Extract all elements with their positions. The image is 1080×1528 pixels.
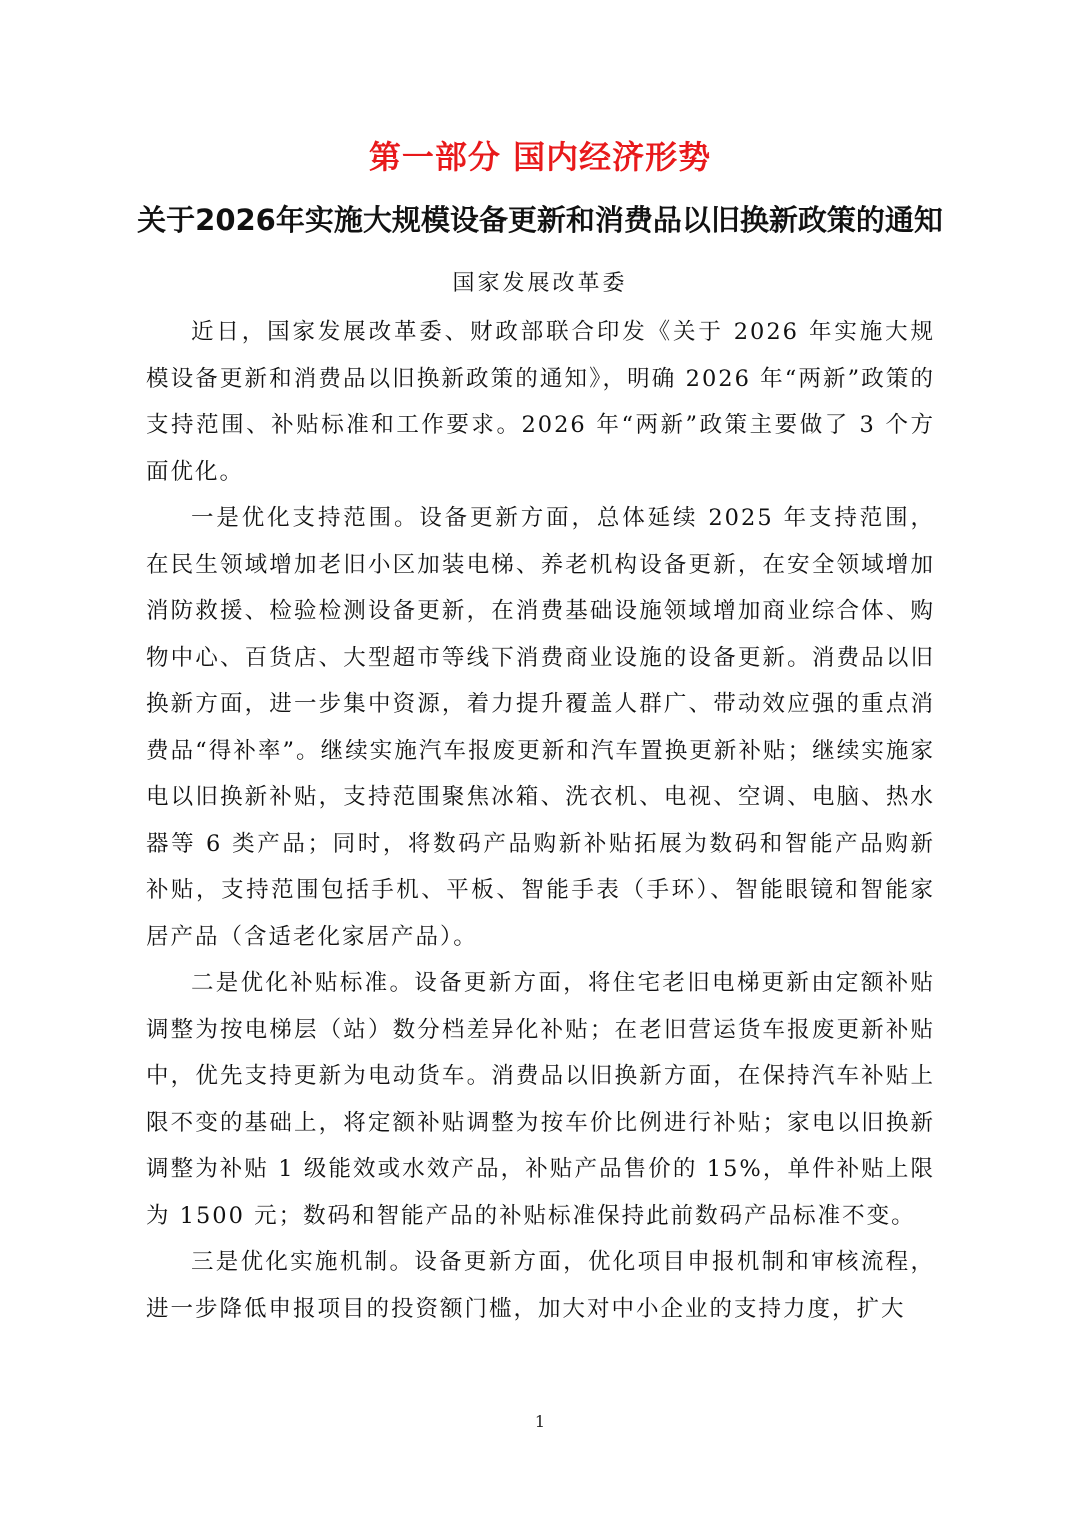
page-number: 1: [534, 1412, 546, 1431]
issuer: 国家发展改革委: [452, 271, 628, 296]
paragraph-intro: 近日，国家发展改革委、财政部联合印发《关于 2026 年实施大规模设备更新和消费品以旧换新政策的通知》，明确 2026 年“两新”政策的支持范围、补贴标准和工作要求。2026 年“两新”政策主要做了 3 个方面优化。: [146, 319, 935, 485]
document-body: [146, 309, 935, 1332]
part-title: 第一部分 国内经济形势: [368, 138, 712, 176]
paragraph-standards: 二是优化补贴标准。设备更新方面，将住宅老旧电梯更新由定额补贴调整为按电梯层（站）数分档差异化补贴；在老旧营运货车报废更新补贴中，优先支持更新为电动货车。消费品以旧换新方面，在保持汽车补贴上限不变的基础上，将定额补贴调整为按车价比例进行补贴；家电以旧换新调整为补贴 1 级能效或水效产品，补贴产品售价的 15%，单件补贴上限为 1500 元；数码和智能产品的补贴标准保持此前数码产品标准不变。: [146, 970, 935, 1229]
document-title: 关于2026年实施大规模设备更新和消费品以旧换新政策的通知: [137, 203, 943, 237]
paragraph-mechanism: 三是优化实施机制。设备更新方面，优化项目申报机制和审核流程，进一步降低申报项目的投资额门槛，加大对中小企业的支持力度，扩大: [146, 1249, 935, 1322]
paragraph-scope: 一是优化支持范围。设备更新方面，总体延续 2025 年支持范围，在民生领域增加老旧小区加装电梯、养老机构设备更新，在安全领域增加消防救援、检验检测设备更新，在消费基础设施领域增加商业综合体、购物中心、百货店、大型超市等线下消费商业设施的设备更新。消费品以旧换新方面，进一步集中资源，着力提升覆盖人群广、带动效应强的重点消费品“得补率”。继续实施汽车报废更新和汽车置换更新补贴；继续实施家电以旧换新补贴，支持范围聚焦冰箱、洗衣机、电视、空调、电脑、热水器等 6 类产品；同时，将数码产品购新补贴拓展为数码和智能产品购新补贴，支持范围包括手机、平板、智能手表（手环）、智能眼镜和智能家居产品（含适老化家居产品）。: [146, 505, 935, 950]
